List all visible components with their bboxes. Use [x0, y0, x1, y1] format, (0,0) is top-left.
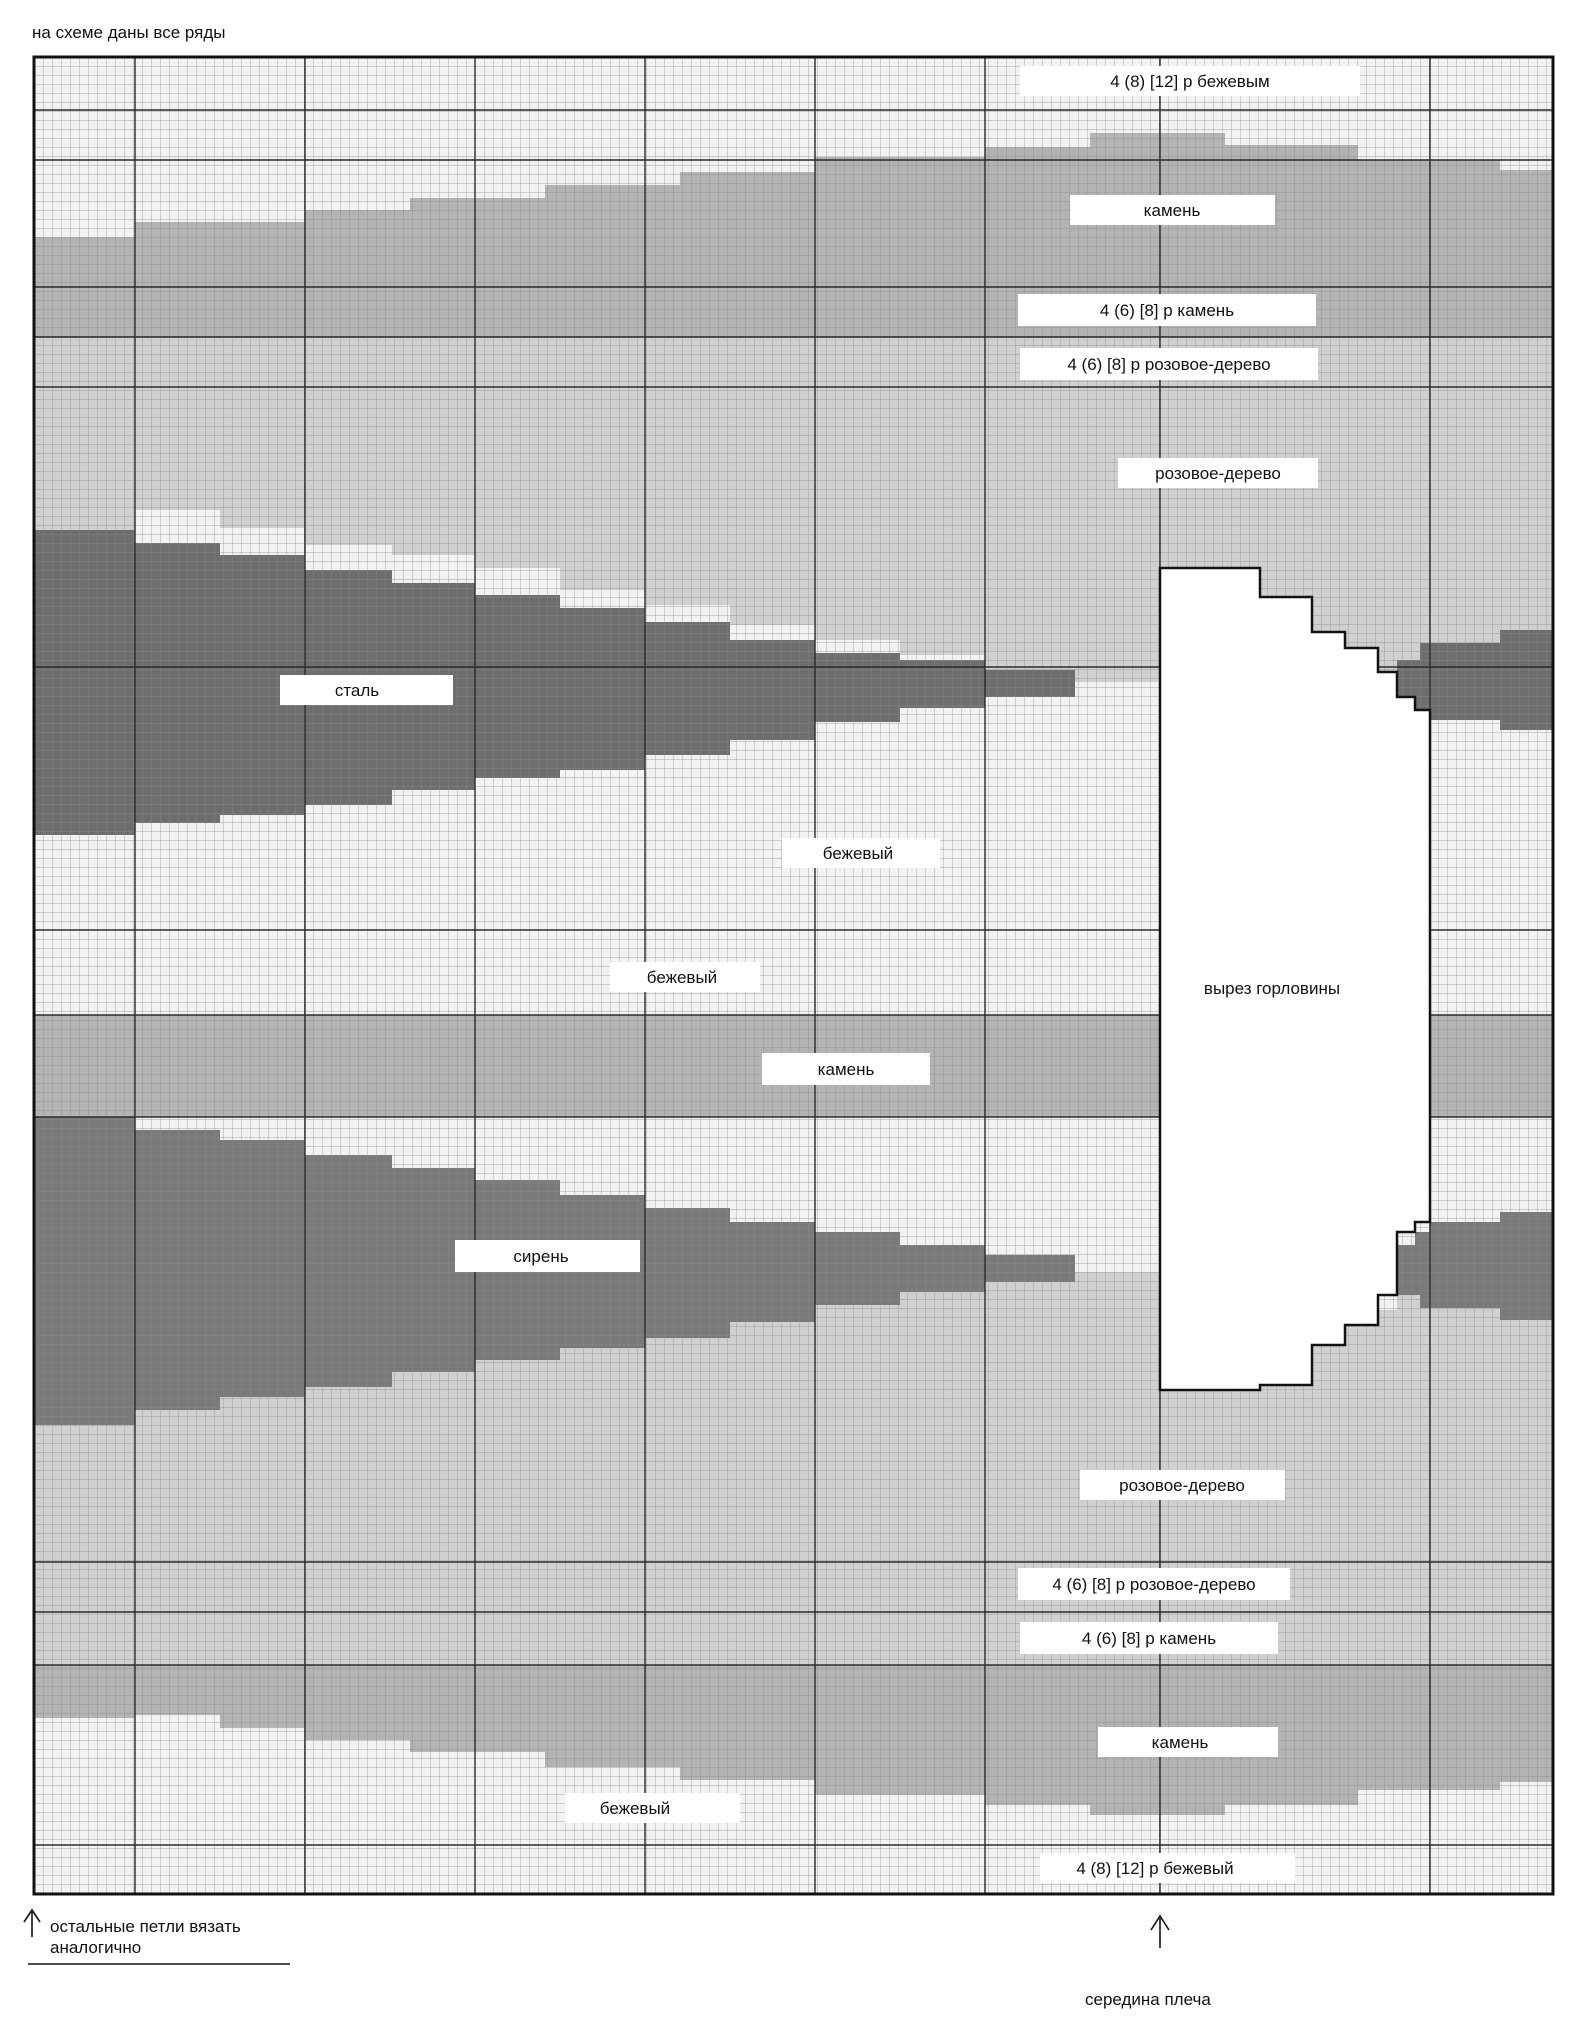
label-bottom-beige-rows: 4 (8) [12] р бежевый — [1076, 1859, 1234, 1878]
label-stone-bottom: камень — [1151, 1733, 1209, 1752]
label-box-steel — [280, 675, 453, 705]
chart-note: на схеме даны все ряды — [32, 23, 226, 42]
label-box-bottom-beige-rows — [1040, 1853, 1295, 1883]
label-box-rosewood-rows-bottom — [1018, 1568, 1290, 1600]
arrow-up-center-icon — [1151, 1916, 1169, 1948]
arrow-up-left-icon — [24, 1910, 40, 1937]
label-box-top-beige-rows — [1020, 66, 1360, 96]
label-stone-middle: камень — [817, 1060, 875, 1079]
shoulder-center-note: середина плеча — [1085, 1990, 1211, 2009]
label-beige-upper: бежевый — [822, 844, 894, 863]
label-box-stone-bottom — [1098, 1727, 1278, 1757]
label-stone-rows-bottom: 4 (6) [8] р камень — [1081, 1629, 1217, 1648]
label-box-beige-upper — [782, 838, 940, 868]
label-box-beige-bottom — [565, 1793, 740, 1823]
label-rosewood-top: розовое-дерево — [1155, 464, 1281, 483]
label-rosewood-rows-bottom: 4 (6) [8] р розовое-дерево — [1052, 1575, 1256, 1594]
label-box-stone-middle — [762, 1053, 930, 1085]
label-box-stone-rows-top — [1018, 294, 1316, 326]
label-stone-top: камень — [1143, 201, 1201, 220]
label-box-stone-rows-bottom — [1020, 1622, 1278, 1654]
left-footer-note-line2: аналогично — [50, 1938, 142, 1957]
left-footer-note-line1: остальные петли вязать — [50, 1917, 241, 1936]
label-box-lilac — [455, 1240, 640, 1272]
label-box-rosewood-bottom — [1080, 1470, 1285, 1500]
label-steel: сталь — [334, 681, 380, 700]
label-rosewood-rows-top: 4 (6) [8] р розовое-дерево — [1067, 355, 1271, 374]
label-beige-middle: бежевый — [646, 968, 718, 987]
label-rosewood-bottom: розовое-дерево — [1119, 1476, 1245, 1495]
label-neckline: вырез горловины — [1203, 979, 1341, 998]
label-box-beige-middle — [610, 962, 760, 992]
label-lilac: сирень — [513, 1247, 569, 1266]
label-stone-rows-top: 4 (6) [8] р камень — [1099, 301, 1235, 320]
label-box-rosewood-top — [1118, 458, 1318, 488]
label-box-rosewood-rows-top — [1020, 348, 1318, 380]
label-box-stone-top — [1070, 195, 1275, 225]
label-top-beige-rows: 4 (8) [12] р бежевым — [1110, 72, 1270, 91]
label-beige-bottom: бежевый — [599, 1799, 671, 1818]
